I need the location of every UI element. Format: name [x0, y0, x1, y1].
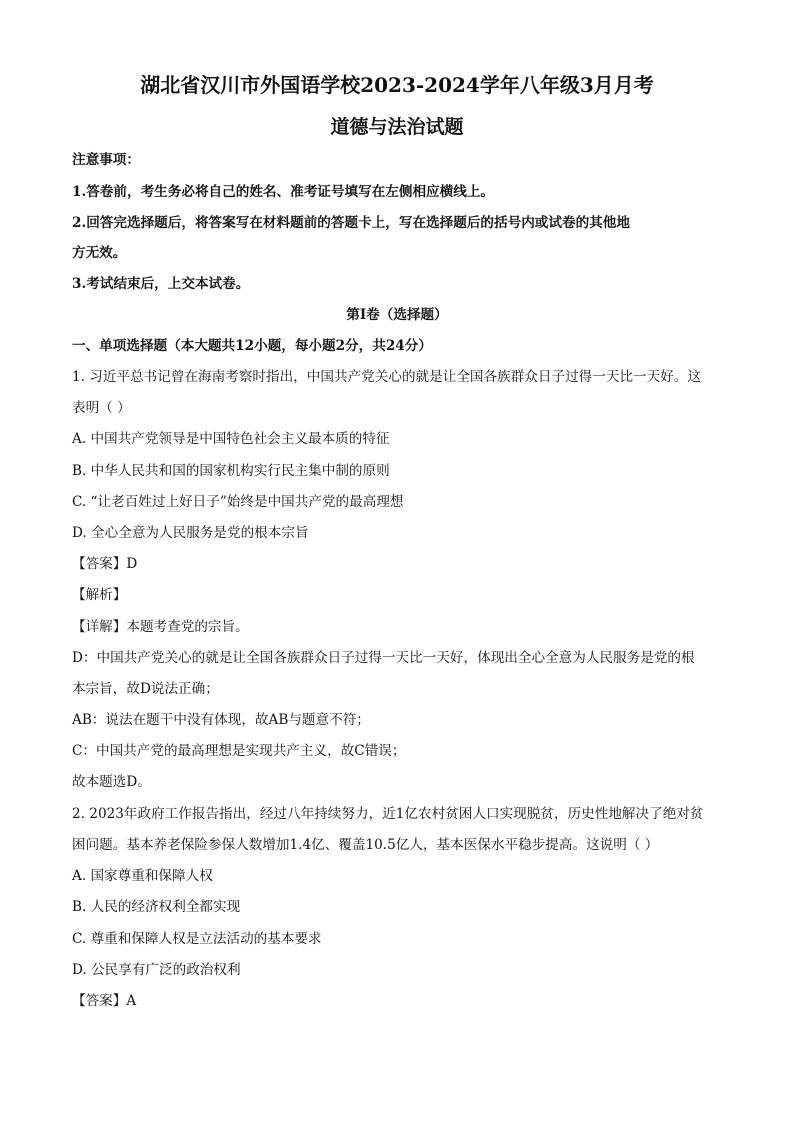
- question-2-option-d: D. 公民享有广泛的政治权利: [72, 962, 241, 978]
- question-1-detail: AB：说法在题干中没有体现，故AB与题意不符；: [72, 712, 370, 728]
- note-item: 1.答卷前，考生务必将自己的姓名、准考证号填写在左侧相应横线上。: [72, 184, 495, 200]
- question-1-detail: D：中国共产党关心的就是让全国各族群众日子过得一天比一天好，体现出全心全意为人民服务是党的根: [72, 650, 695, 666]
- question-1-analysis-label: 【解析】: [72, 587, 127, 603]
- question-1-option-c: C. “让老百姓过上好日子”始终是中国共产党的最高理想: [72, 494, 404, 510]
- question-1-option-b: B. 中华人民共和国的国家机构实行民主集中制的原则: [72, 463, 390, 479]
- question-2-answer: 【答案】A: [72, 993, 137, 1009]
- question-1-detail: 【详解】本题考查党的宗旨。: [72, 619, 249, 635]
- notes-heading: 注意事项：: [72, 152, 140, 168]
- question-2-option-a: A. 国家尊重和保障人权: [72, 868, 213, 884]
- question-1-detail: 故本题选D。: [72, 774, 151, 790]
- question-1-option-a: A. 中国共产党领导是中国特色社会主义最本质的特征: [72, 431, 390, 447]
- question-1-stem: 表明（ ）: [72, 400, 131, 416]
- volume-heading: 第I卷（选择题）: [346, 307, 448, 323]
- question-2-stem: 困问题。基本养老保险参保人数增加1.4亿、覆盖10.5亿人，基本医保水平稳步提高。这说明（ ）: [72, 837, 659, 853]
- exam-title: 湖北省汉川市外国语学校2023-2024学年八年级3月月考: [140, 73, 654, 97]
- question-1-answer: 【答案】D: [72, 556, 138, 572]
- question-2-option-b: B. 人民的经济权利全都实现: [72, 899, 241, 915]
- question-1-detail: 本宗旨，故D说法正确；: [72, 681, 219, 697]
- note-item: 方无效。: [72, 245, 127, 261]
- question-2-option-c: C. 尊重和保障人权是立法活动的基本要求: [72, 931, 322, 947]
- question-2-stem: 2. 2023年政府工作报告指出，经过八年持续努力，近1亿农村贫困人口实现脱贫，历史性地解决了绝对贫: [72, 806, 704, 822]
- note-item: 3.考试结束后，上交本试卷。: [72, 276, 250, 292]
- part-heading: 一、单项选择题（本大题共12小题，每小题2分，共24分）: [72, 338, 432, 354]
- question-1-stem: 1. 习近平总书记曾在海南考察时指出，中国共产党关心的就是让全国各族群众日子过得一天比一天好。这: [72, 369, 702, 385]
- question-1-option-d: D. 全心全意为人民服务是党的根本宗旨: [72, 525, 309, 541]
- exam-subtitle: 道德与法治试题: [330, 116, 464, 138]
- note-item: 2.回答完选择题后，将答案写在材料题前的答题卡上，写在选择题后的括号内或试卷的其他地: [72, 215, 630, 231]
- question-1-detail: C：中国共产党的最高理想是实现共产主义，故C错误；: [72, 743, 406, 759]
